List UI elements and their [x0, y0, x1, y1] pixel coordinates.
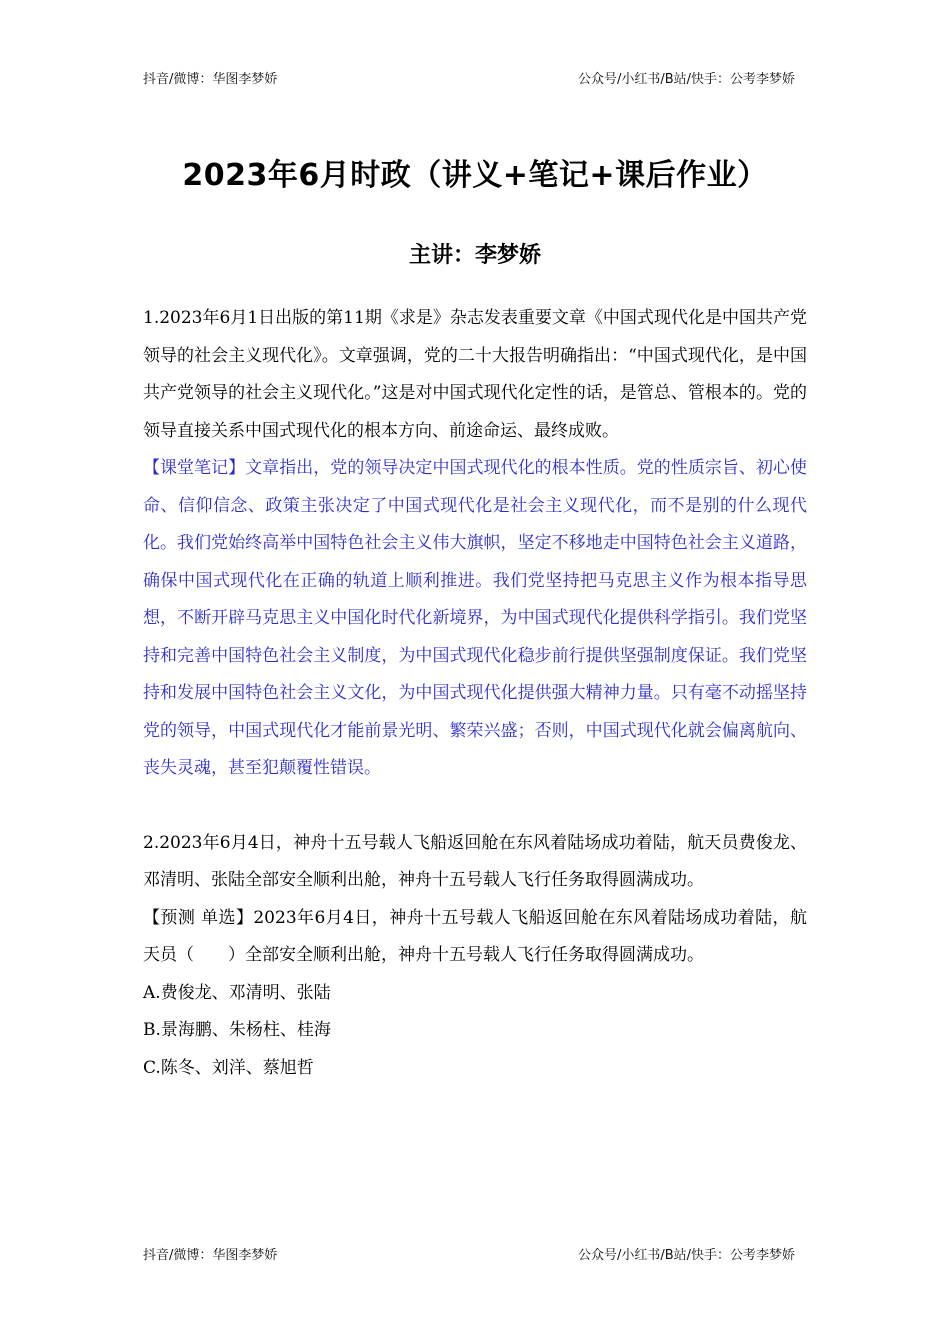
item-2-text: 2.2023年6月4日，神舟十五号载人飞船返回舱在东风着陆场成功着陆，航天员费俊龙、邓清明、张陆全部安全顺利出舱，神舟十五号载人飞行任务取得圆满成功。	[143, 832, 807, 890]
document-body	[143, 300, 807, 1087]
item-2-question	[143, 900, 807, 975]
item-1-class-note: 【课堂笔记】文章指出，党的领导决定中国式现代化的根本性质。党的性质宗旨、初心使命、信仰信念、政策主张决定了中国式现代化是社会主义现代化，而不是别的什么现代化。我们党始终高举中国特色社会主义伟大旗帜，坚定不移地走中国特色社会主义道路，确保中国式现代化在正确的轨道上顺利推进。我们党坚持把马克思主义作为根本指导思想，不断开辟马克思主义中国化时代化新境界，为中国式现代化提供科学指引。我们党坚持和完善中国特色社会主义制度，为中国式现代化稳步前行提供坚强制度保证。我们党坚持和发展中国特色社会主义文化，为中国式现代化提供强大精神力量。只有毫不动摇坚持党的领导，中国式现代化才能前景光明、繁荣兴盛；否则，中国式现代化就会偏离航向、丧失灵魂，甚至犯颠覆性错误。	[143, 458, 807, 778]
lecturer-subtitle: 主讲：李梦娇	[408, 243, 541, 268]
paragraph-gap	[143, 788, 807, 825]
question-stem-after: ）全部安全顺利出舱，神舟十五号载人飞行任务取得圆满成功。	[228, 945, 704, 965]
option-a: A.费俊龙、邓清明、张陆	[143, 982, 331, 1003]
document-title: 2023年6月时政（讲义+笔记+课后作业）	[182, 158, 768, 193]
page-header	[143, 68, 795, 87]
option-c: C.陈冬、刘洋、蔡旭哲	[143, 1057, 314, 1078]
item-1-text: 1.2023年6月1日出版的第11期《求是》杂志发表重要文章《中国式现代化是中国共产党领导的社会主义现代化》。文章强调，党的二十大报告明确指出：“中国式现代化，是中国共产党领导的社会主义现代化。”这是对中国式现代化定性的话，是管总、管根本的。党的领导直接关系中国式现代化的根本方向、前途命运、最终成败。	[143, 308, 807, 441]
header-right-text: 公众号/小红书/B站/快手：公考李梦娇	[577, 72, 795, 87]
footer-right-text: 公众号/小红书/B站/快手：公考李梦娇	[577, 1248, 795, 1263]
page-footer	[143, 1244, 795, 1263]
header-left-text: 抖音/微博：华图李梦娇	[143, 72, 278, 87]
option-b: B.景海鹏、朱杨柱、桂海	[143, 1020, 331, 1040]
question-stem-before: 【预测 单选】2023年6月4日，神舟十五号载人飞船返回舱在东风着陆场成功着陆，航天员（	[143, 907, 807, 965]
footer-left-text: 抖音/微博：华图李梦娇	[143, 1248, 278, 1263]
